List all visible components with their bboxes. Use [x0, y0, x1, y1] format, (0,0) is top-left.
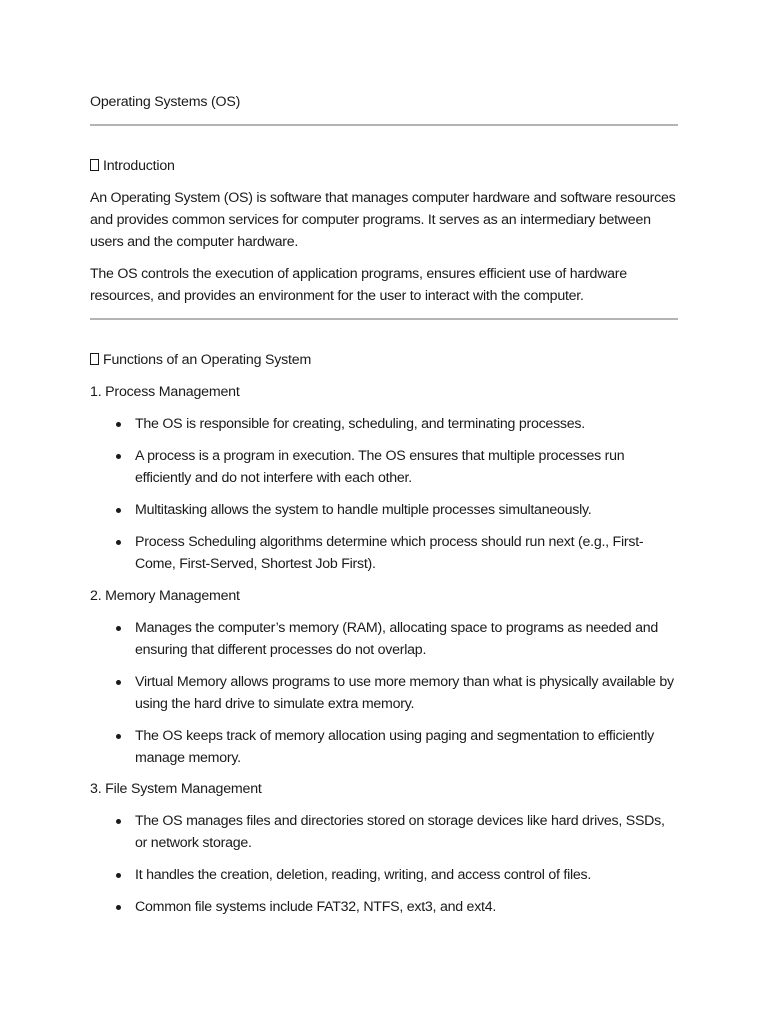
intro-paragraph: An Operating System (OS) is software that manages computer hardware and software resources and provides common services for computer programs. It serves as an intermediary between users and the computer hardware.	[90, 190, 676, 250]
functions-heading	[90, 350, 311, 370]
list-item: Virtual Memory allows programs to use more memory than what is physically available by using the hard drive to simulate extra memory.	[90, 671, 678, 715]
list-item: Process Scheduling algorithms determine which process should run next (e.g., First-Come, First-Served, Shortest Job First).	[90, 531, 678, 575]
intro-heading-text: Introduction	[103, 158, 175, 174]
divider	[90, 124, 678, 126]
section-title: 2. Memory Management	[90, 588, 240, 604]
list-item: The OS keeps track of memory allocation using paging and segmentation to efficiently manage memory.	[90, 725, 678, 769]
section-title: 3. File System Management	[90, 781, 262, 797]
bullet-list	[90, 617, 678, 779]
list-item: Multitasking allows the system to handle multiple processes simultaneously.	[90, 499, 678, 521]
document-title: Operating Systems (OS)	[90, 94, 241, 110]
intro-heading	[90, 156, 175, 176]
divider	[90, 318, 678, 320]
list-item: It handles the creation, deletion, reading, writing, and access control of files.	[90, 864, 678, 886]
list-item: The OS is responsible for creating, scheduling, and terminating processes.	[90, 413, 678, 435]
list-item: Manages the computer’s memory (RAM), allocating space to programs as needed and ensuring that different processes do not overlap.	[90, 617, 678, 661]
intro-paragraph: The OS controls the execution of application programs, ensures efficient use of hardware resources, and provides an environment for the user to interact with the computer.	[90, 266, 627, 304]
bullet-list	[90, 810, 678, 928]
list-item: Common file systems include FAT32, NTFS, ext3, and ext4.	[90, 896, 678, 918]
missing-glyph-icon	[90, 353, 99, 365]
section-title: 1. Process Management	[90, 384, 240, 400]
missing-glyph-icon	[90, 159, 99, 171]
list-item: The OS manages files and directories stored on storage devices like hard drives, SSDs, or network storage.	[90, 810, 678, 854]
functions-heading-text: Functions of an Operating System	[103, 352, 312, 368]
list-item: A process is a program in execution. The OS ensures that multiple processes run efficiently and do not interfere with each other.	[90, 445, 678, 489]
bullet-list	[90, 413, 678, 585]
